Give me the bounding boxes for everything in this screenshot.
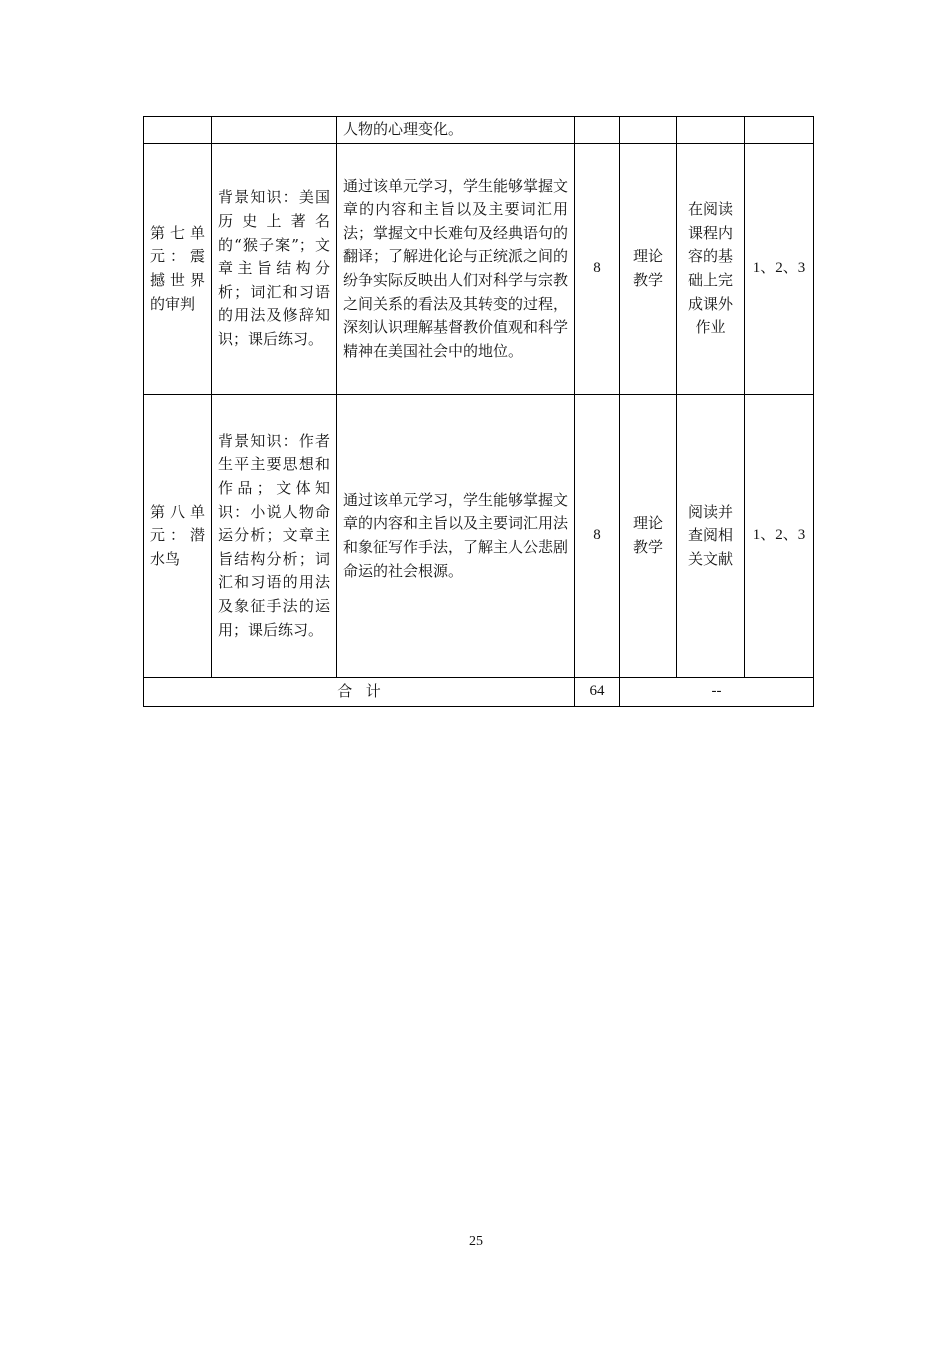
- content-cell: 背景知识：美国历史上著名的“猴子案”；文章主旨结构分析；词汇和习语的用法及修辞知识；课后练习。: [212, 144, 337, 395]
- assignment-cell: 在阅读课程内容的基础上完成课外作业: [677, 144, 745, 395]
- page-number: 25: [469, 1234, 483, 1249]
- table-row: [144, 144, 814, 395]
- method-cell: 理论教学: [620, 144, 677, 395]
- hours-cell: [575, 117, 620, 144]
- target-cell: [745, 117, 814, 144]
- course-schedule-table: [143, 116, 814, 707]
- total-hours: 64: [575, 678, 620, 707]
- hours-cell: 8: [575, 144, 620, 395]
- objective-cell: 通过该单元学习，学生能够掌握文章的内容和主旨以及主要词汇用法；掌握文中长难句及经典语句的翻译；了解进化论与正统派之间的纷争实际反映出人们对科学与宗教之间关系的看法及其转变的过程，深刻认识理解基督教价值观和科学精神在美国社会中的地位。: [337, 144, 575, 395]
- hours-cell: 8: [575, 395, 620, 678]
- table-row: [144, 395, 814, 678]
- assignment-cell: [677, 117, 745, 144]
- content-cell: [212, 117, 337, 144]
- unit-cell: [144, 117, 212, 144]
- objective-cell: 人物的心理变化。: [337, 117, 575, 144]
- total-label: 合计: [144, 678, 575, 707]
- target-cell: 1、2、3: [745, 144, 814, 395]
- method-cell: 理论教学: [620, 395, 677, 678]
- total-rest: --: [620, 678, 814, 707]
- assignment-cell: 阅读并查阅相关文献: [677, 395, 745, 678]
- table-row: [144, 117, 814, 144]
- target-cell: 1、2、3: [745, 395, 814, 678]
- unit-cell: 第七单元：震撼世界的审判: [144, 144, 212, 395]
- objective-cell: 通过该单元学习，学生能够掌握文章的内容和主旨以及主要词汇用法和象征写作手法，了解主人公悲剧命运的社会根源。: [337, 395, 575, 678]
- unit-cell: 第八单元：潜水鸟: [144, 395, 212, 678]
- total-row: [144, 678, 814, 707]
- method-cell: [620, 117, 677, 144]
- content-cell: 背景知识：作者生平主要思想和作品；文体知识：小说人物命运分析；文章主旨结构分析；词汇和习语的用法及象征手法的运用；课后练习。: [212, 395, 337, 678]
